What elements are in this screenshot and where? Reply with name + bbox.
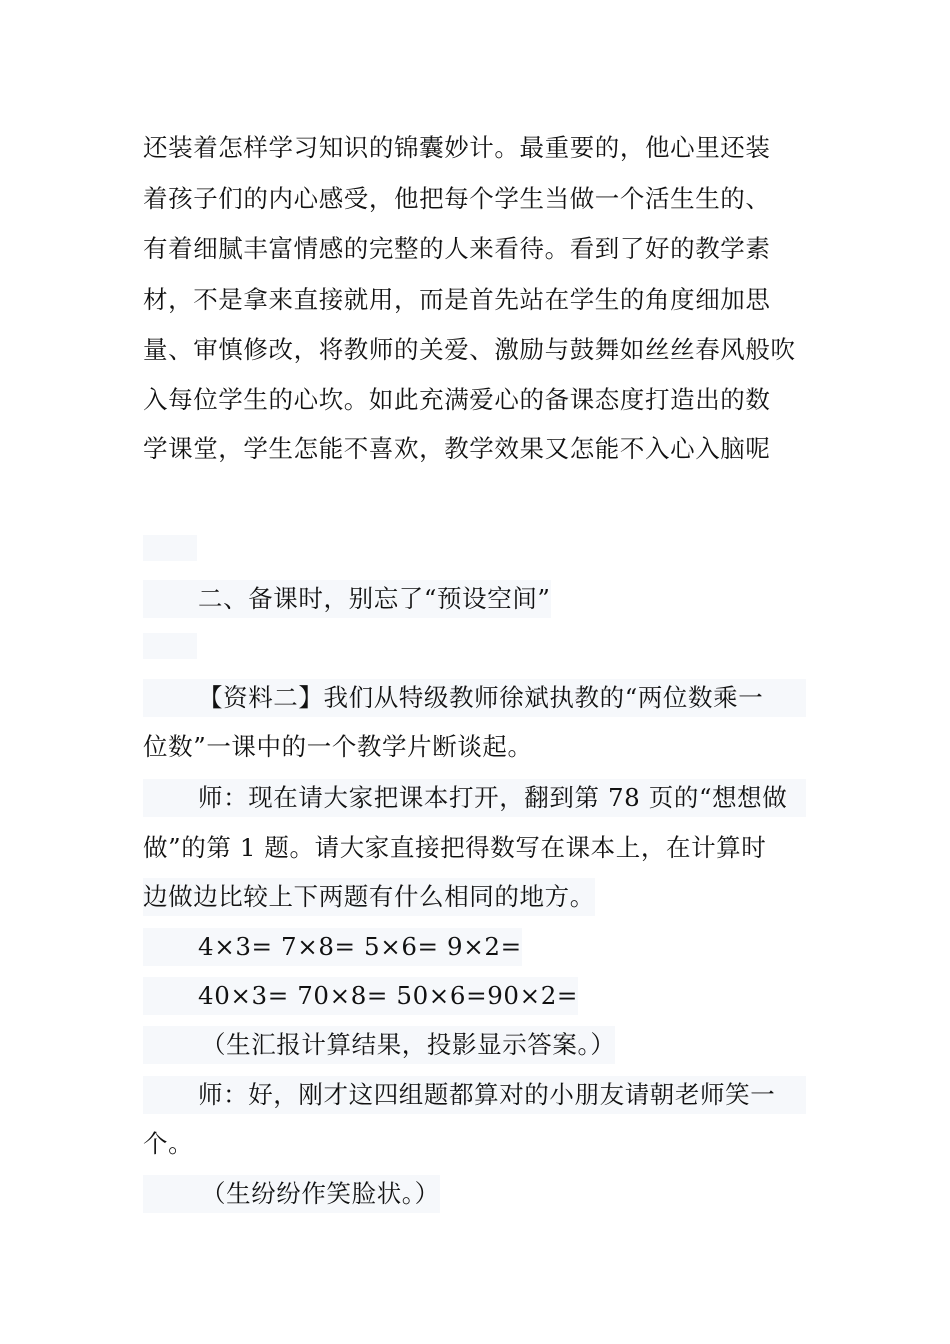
paragraph-line: 还装着怎样学习知识的锦囊妙计。最重要的，他心里还装 [143, 133, 771, 162]
paragraph-line: 着孩子们的内心感受，他把每个学生当做一个活生生的、 [143, 184, 771, 213]
stage-note: （生汇报计算结果，投影显示答案。） [143, 1026, 615, 1064]
material-line: 【资料二】我们从特级教师徐斌执教的“两位数乘一 [143, 679, 806, 717]
teacher-line: 个。 [143, 1129, 194, 1158]
teacher-line: 师：好，刚才这四组题都算对的小朋友请朝老师笑一 [143, 1076, 806, 1114]
material-line: 位数”一课中的一个教学片断谈起。 [143, 732, 533, 761]
paragraph-line: 入每位学生的心坎。如此充满爱心的备课态度打造出的数 [143, 385, 771, 414]
teacher-line: 做”的第 1 题。请大家直接把得数写在课本上，在计算时 [143, 833, 767, 862]
equation-row: 40×3= 70×8= 50×6=90×2= [143, 977, 578, 1015]
blank-line [143, 535, 197, 561]
teacher-line: 师：现在请大家把课本打开，翻到第 78 页的“想想做 [143, 779, 806, 817]
blank-line [143, 633, 197, 659]
paragraph-line: 材，不是拿来直接就用，而是首先站在学生的角度细加思 [143, 285, 771, 314]
paragraph-line: 学课堂，学生怎能不喜欢，教学效果又怎能不入心入脑呢 [143, 434, 771, 463]
paragraph-line: 量、审慎修改，将教师的关爱、激励与鼓舞如丝丝春风般吹 [143, 335, 796, 364]
paragraph-line: 有着细腻丰富情感的完整的人来看待。看到了好的教学素 [143, 234, 771, 263]
section-heading: 二、备课时，别忘了“预设空间” [143, 580, 551, 618]
equation-row: 4×3= 7×8= 5×6= 9×2= [143, 928, 522, 966]
teacher-line: 边做边比较上下两题有什么相同的地方。 [143, 878, 595, 916]
stage-note: （生纷纷作笑脸状。） [143, 1175, 440, 1213]
